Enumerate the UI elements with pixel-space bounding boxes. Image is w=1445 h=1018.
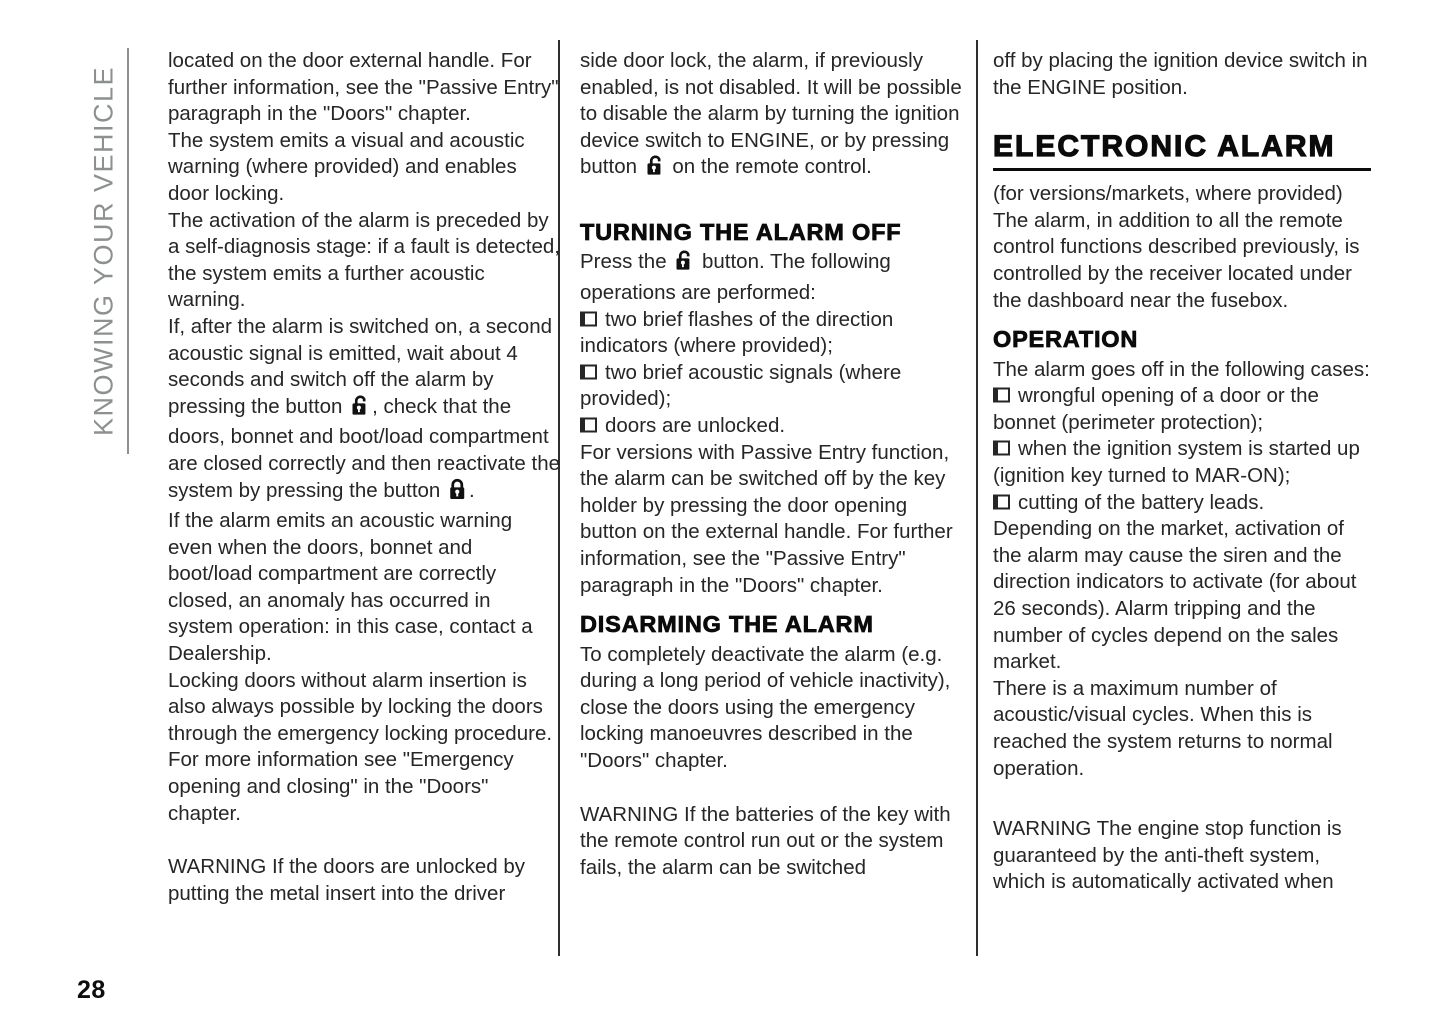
paragraph: If, after the alarm is switched on, a second acoustic signal is emitted, wait about 4 seconds and switch off the alarm by pressing the button , check that the doors, bonnet and boot/load compartment are closed correctly and then reactivate the system by pressing the button . xyxy=(168,314,560,508)
page-number: 28 xyxy=(77,976,106,1004)
paragraph: (for versions/markets, where provided) xyxy=(993,182,1343,206)
bullet-item: wrongful opening of a door or the bonnet (perimeter protection); xyxy=(993,384,1319,434)
paragraph: The system emits a visual and acoustic warning (where provided) and enables door locking. xyxy=(168,128,525,205)
paragraph-spacer xyxy=(168,827,560,854)
unlock-icon xyxy=(645,154,665,185)
paragraph: The alarm goes off in the following cases: xyxy=(993,357,1370,381)
paragraph: If the alarm emits an acoustic warning even when the doors, bonnet and boot/load compartment are correctly closed, an anomaly has occurred in system operation: in this case, contact a Dealership. xyxy=(168,509,533,666)
chapter-sidebar-title: KNOWING YOUR VEHICLE xyxy=(88,65,119,437)
paragraph: Locking doors without alarm insertion is also always possible by locking the doors through the emergency locking procedure. For more information see "Emergency opening and closing" in the "Doors" chapter. xyxy=(168,668,553,825)
paragraph: The alarm, in addition to all the remote control functions described previously, is controlled by the receiver located under the dashboard near the fusebox. xyxy=(993,208,1360,312)
sidebar-vertical-rule xyxy=(127,48,129,454)
paragraph: The activation of the alarm is preceded by a self-diagnosis stage: if a fault is detected, the system emits a further acoustic warning. xyxy=(168,208,561,312)
square-bullet-icon xyxy=(580,418,597,433)
warning-paragraph: WARNING The engine stop function is guaranteed by the anti-theft system, which is automatically activated when xyxy=(993,817,1342,894)
column-divider-right xyxy=(976,40,978,956)
section-heading-operation: OPERATION xyxy=(993,326,1139,353)
paragraph: Depending on the market, activation of the alarm may cause the siren and the direction indicators to activate (for about 26 seconds). Alarm tripping and the number of cycles depend on the sales market. xyxy=(993,517,1357,674)
unlock-icon xyxy=(674,249,694,280)
section-heading-turning-alarm-off: TURNING THE ALARM OFF xyxy=(580,218,902,245)
bullet-item: doors are unlocked. xyxy=(580,413,964,440)
lock-icon xyxy=(448,478,467,509)
paragraph: off by placing the ignition device switch in the ENGINE position. xyxy=(993,49,1368,99)
bullet-item: cutting of the battery leads. xyxy=(993,490,1371,517)
text-column-right xyxy=(993,48,1371,896)
paragraph: Press the button. The following operations are performed: xyxy=(580,250,891,305)
square-bullet-icon xyxy=(580,311,597,326)
bullet-item: two brief flashes of the direction indicators (where provided); xyxy=(580,307,894,358)
square-bullet-icon xyxy=(580,364,597,379)
paragraph: side door lock, the alarm, if previously enabled, is not disabled. It will be possible to disable the alarm by turning the ignition device switch to ENGINE, or by pressing button on the remote control. xyxy=(580,48,964,185)
warning-paragraph: WARNING If the batteries of the key with the remote control run out or the system fails, the alarm can be switched xyxy=(580,802,951,879)
paragraph-spacer xyxy=(580,775,964,802)
section-heading-disarming-alarm: DISARMING THE ALARM xyxy=(580,611,874,638)
bullet-item: two brief acoustic signals (where provided); xyxy=(580,360,902,411)
square-bullet-icon xyxy=(993,388,1010,403)
text-column-left xyxy=(168,48,560,907)
chapter-heading-electronic-alarm: ELECTRONIC ALARM xyxy=(993,131,1371,171)
bullet-item: when the ignition system is started up (ignition key turned to MAR-ON); xyxy=(993,437,1360,488)
square-bullet-icon xyxy=(993,494,1010,509)
paragraph: located on the door external handle. For further information, see the "Passive Entry" paragraph in the "Doors" chapter. xyxy=(168,49,559,126)
paragraph: There is a maximum number of acoustic/visual cycles. When this is reached the system returns to normal operation. xyxy=(993,676,1333,780)
paragraph: To completely deactivate the alarm (e.g. during a long period of vehicle inactivity), close the doors using the emergency locking manoeuvres described in the "Doors" chapter. xyxy=(580,642,951,773)
warning-paragraph: WARNING If the doors are unlocked by putting the metal insert into the driver xyxy=(168,855,525,905)
text-column-middle xyxy=(580,48,964,881)
paragraph: For versions with Passive Entry function, the alarm can be switched off by the key holder by pressing the door opening button on the external handle. For further information, see the "Passive Entry" paragraph in the "Doors" chapter. xyxy=(580,440,953,597)
paragraph-spacer xyxy=(993,782,1371,816)
unlock-icon xyxy=(350,394,370,425)
square-bullet-icon xyxy=(993,441,1010,456)
